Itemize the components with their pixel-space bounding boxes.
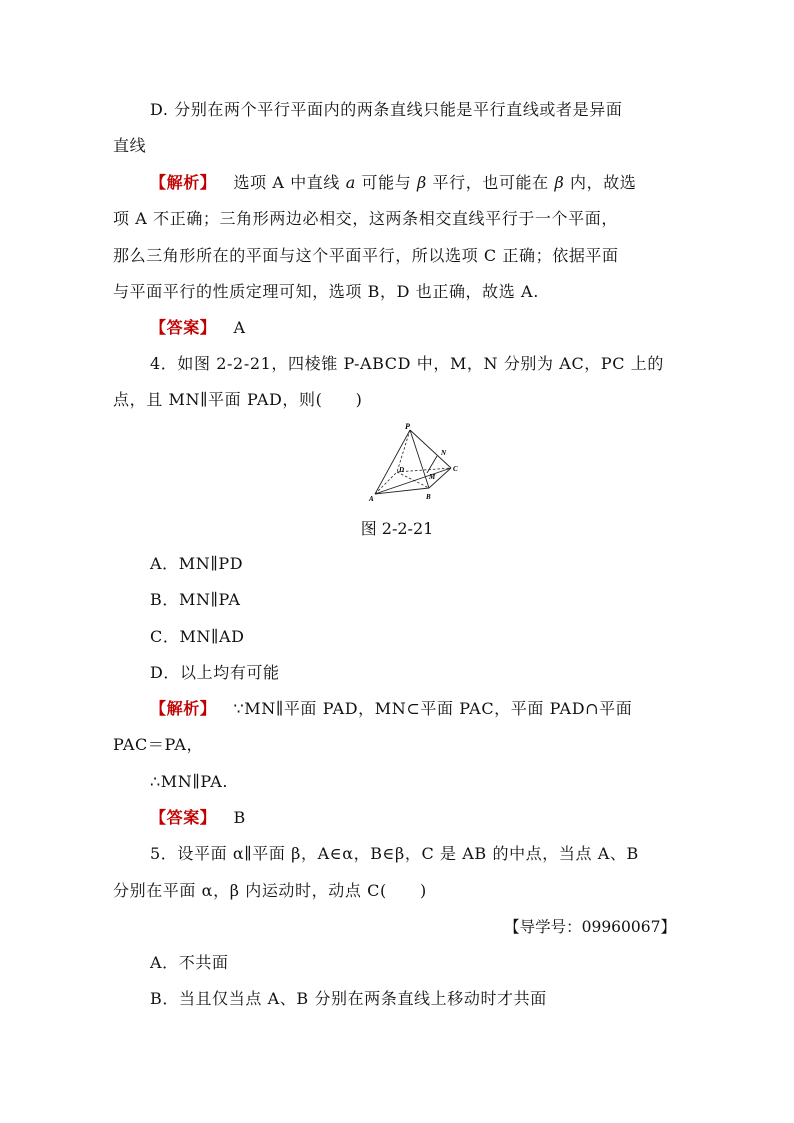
doc-reference-number: 【导学号：09960067】 bbox=[504, 918, 676, 936]
symbol-beta: β bbox=[554, 173, 565, 192]
answer-value: B bbox=[233, 808, 246, 827]
q4-analysis-line2: PAC＝PA， bbox=[113, 735, 204, 754]
label-c: C bbox=[453, 465, 458, 473]
symbol-alpha: a bbox=[345, 173, 356, 192]
text-segment: 内，故选 bbox=[564, 173, 637, 192]
answer-tag: 【答案】 bbox=[150, 808, 217, 827]
text-segment: 选项 A 中直线 bbox=[233, 173, 346, 192]
q4-analysis-line1 bbox=[150, 698, 632, 720]
figure-caption: 图 2-2-21 bbox=[360, 519, 434, 538]
q3-option-d-line1: D. 分别在两个平行平面内的两条直线只能是平行直线或者是异面 bbox=[150, 100, 623, 119]
q5-option-b: B．当且仅当点 A、B 分别在两条直线上移动时才共面 bbox=[150, 989, 547, 1008]
analysis-tag: 【解析】 bbox=[150, 699, 217, 718]
analysis-tag: 【解析】 bbox=[150, 173, 217, 192]
label-d: D bbox=[399, 466, 405, 474]
edge-pa bbox=[375, 430, 410, 494]
q5-option-a: A．不共面 bbox=[150, 953, 229, 972]
q5-stem-line2: 分别在平面 α，β 内运动时，动点 C( ) bbox=[113, 881, 427, 900]
q3-analysis-line1 bbox=[150, 172, 636, 194]
q4-option-b: B．MN∥PA bbox=[150, 590, 241, 609]
q4-option-a: A．MN∥PD bbox=[150, 554, 244, 573]
symbol-beta: β bbox=[417, 173, 427, 192]
label-a: A bbox=[369, 495, 374, 503]
q3-answer-line bbox=[150, 317, 246, 339]
label-m: M bbox=[429, 473, 436, 481]
q3-analysis-line4: 与平面平行的性质定理可知，选项 B，D 也正确，故选 A. bbox=[113, 282, 539, 301]
answer-tag: 【答案】 bbox=[150, 318, 217, 337]
q3-option-d-line2: 直线 bbox=[113, 136, 147, 155]
pyramid-figure bbox=[365, 422, 465, 506]
segment-mn bbox=[427, 456, 437, 473]
q4-analysis-line3: ∴MN∥PA. bbox=[150, 772, 229, 791]
text-segment: 平行，也可能在 bbox=[426, 173, 555, 192]
label-b: B bbox=[426, 493, 431, 501]
q4-option-d: D．以上均有可能 bbox=[150, 663, 280, 682]
q4-stem-line1: 4．如图 2-2-21，四棱锥 P-ABCD 中，M，N 分别为 AC，PC 上的 bbox=[150, 354, 664, 373]
answer-value: A bbox=[233, 318, 246, 337]
text-segment: ∵MN∥平面 PAD，MN⊂平面 PAC，平面 PAD∩平面 bbox=[233, 699, 633, 718]
label-n: N bbox=[441, 449, 447, 457]
text-segment: 可能与 bbox=[355, 173, 418, 192]
q5-stem-line1: 5．设平面 α∥平面 β，A∈α，B∈β，C 是 AB 的中点，当点 A、B bbox=[150, 844, 639, 863]
q4-answer-line bbox=[150, 807, 246, 829]
q3-analysis-line2: 项 A 不正确；三角形两边必相交，这两条相交直线平行于一个平面， bbox=[113, 209, 618, 228]
q4-stem-line2: 点，且 MN∥平面 PAD，则( ) bbox=[113, 390, 363, 409]
q3-analysis-line3: 那么三角形所在的平面与这个平面平行，所以选项 C 正确；依据平面 bbox=[113, 246, 619, 265]
q4-option-c: C．MN∥AD bbox=[150, 627, 245, 646]
label-p: P bbox=[405, 422, 410, 431]
